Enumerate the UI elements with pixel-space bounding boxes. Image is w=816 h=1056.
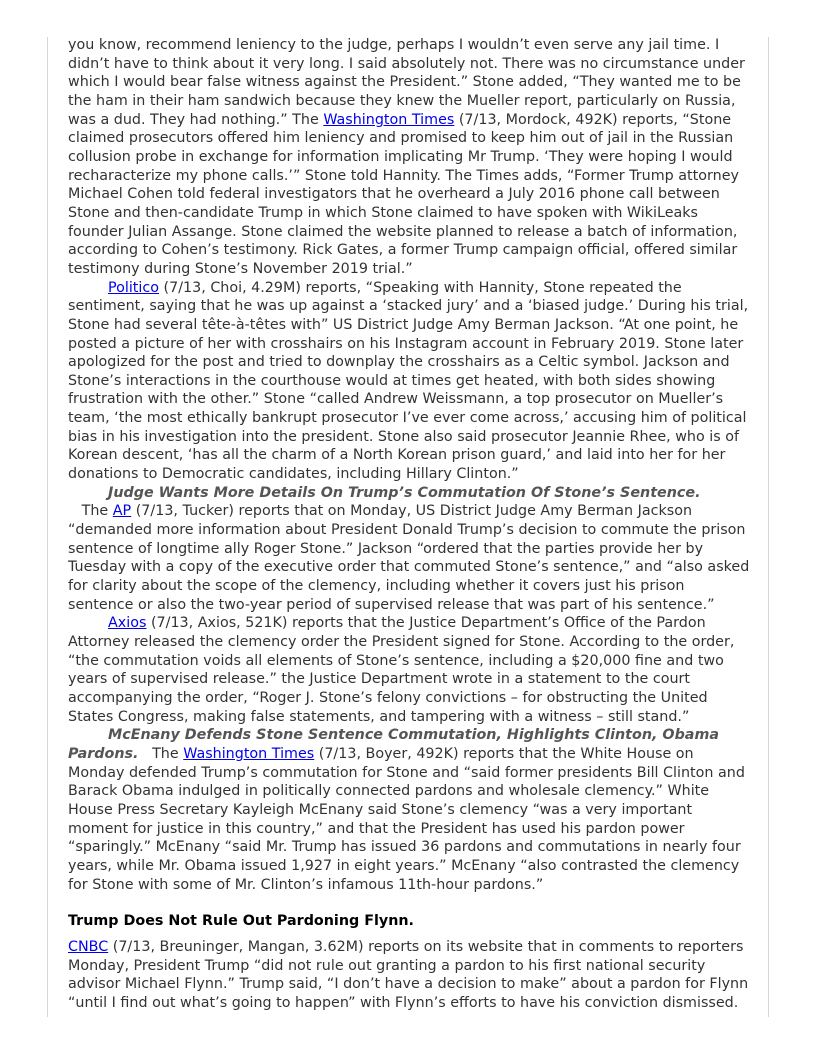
paragraph-cnbc bbox=[68, 938, 752, 1013]
axios-link[interactable]: Axios bbox=[108, 615, 147, 632]
washington-times-link[interactable]: Washington Times bbox=[183, 745, 315, 762]
story-headline: Judge Wants More Details On Trump’s Commutation Of Stone’s Sentence. bbox=[108, 484, 701, 501]
left-border bbox=[47, 37, 48, 1017]
ap-link[interactable]: AP bbox=[112, 503, 132, 520]
text: (7/13, Axios, 521K) reports that the Justice Department’s Office of the Pardon Attorney released the clemency order the President signed for Stone. According to the order, “the commutation voids all elements of Stone’s sentence, including a $20,000 fine and two years of supervised release.” the Justice Department wrote in a statement to the court accompanying the order, “Roger J. Stone’s felony convictions – for obstructing the United States Congress, making false statements, and tampering with a witness – still stand.” bbox=[68, 615, 735, 725]
politico-link[interactable]: Politico bbox=[108, 279, 159, 296]
paragraph-politico bbox=[68, 279, 752, 484]
washington-times-link[interactable]: Washington Times bbox=[323, 111, 455, 128]
text: (7/13, Breuninger, Mangan, 3.62M) reports on its website that in comments to reporters Monday, President Trump “did not rule out granting a pardon to his first national security advisor Michael Flynn.” Trump said, “I don’t have a decision to make” about a pardon for Flynn “until I find out what’s going to happen” with Flynn’s efforts to have his conviction dismissed. bbox=[68, 938, 749, 1011]
text: (7/13, Mordock, 492K) reports, “Stone claimed prosecutors offered him leniency and promised to keep him out of jail in the Russian collusion probe in exchange for information implicating Mr Trump. ‘They were hoping I would recharacterize my phone calls.’” Stone told Hannity. The Times adds, “Former Trump attorney Michael Cohen told federal investigators that he overheard a July 2016 phone call between Stone and then-candidate Trump in which Stone claimed to have spoken with WikiLeaks founder Julian Assange. Stone claimed the website planned to release a batch of information, according to Cohen’s testimony. Rick Gates, a former Trump campaign official, offered similar testimony during Stone’s November 2019 trial.” bbox=[68, 111, 739, 277]
paragraph-judge bbox=[68, 484, 752, 615]
text: The bbox=[68, 503, 113, 520]
section-heading: Trump Does Not Rule Out Pardoning Flynn. bbox=[68, 913, 414, 930]
article-body bbox=[68, 36, 752, 1012]
story-headline: McEnany Defends Stone Sentence Commutation, Highlights Clinton, Obama Pardons. bbox=[68, 727, 720, 762]
paragraph-axios bbox=[68, 614, 752, 726]
paragraph-stone-hannity bbox=[68, 36, 752, 279]
text: (7/13, Choi, 4.29M) reports, “Speaking with Hannity, Stone repeated the sentiment, saying that he was up against a ‘stacked jury’ and a ‘biased judge.’ During his trial, Stone had several tête-à-têtes with” US District Judge Amy Berman Jackson. “At one point, he posted a picture of her with crosshairs on his Instagram account in February 2019. Stone later apologized for the post and tried to downplay the crosshairs as a Celtic symbol. Jackson and Stone’s interactions in the courthouse would at times get heated, with both sides showing frustration with the other.” Stone “called Andrew Weissmann, a top prosecutor on Mueller’s team, ‘the most ethically bankrupt prosecutor I’ve ever come across,’ accusing him of political bias in his investigation into the president. Stone also said prosecutor Jeannie Rhee, who is of Korean descent, ‘has all the charm of a North Korean prison guard,’ and laid into her for her donations to Democratic candidates, including Hillary Clinton.” bbox=[68, 279, 749, 483]
text: (7/13, Boyer, 492K) reports that the White House on Monday defended Trump’s commutation for Stone and “said former presidents Bill Clinton and Barack Obama indulged in politically connected pardons and wholesale clemency.” White House Press Secretary Kayleigh McEnany said Stone’s clemency “was a very important moment for justice in this country,” and that the President has used his pardon power “sparingly.” McEnany “said Mr. Trump has issued 36 pardons and commutations in nearly four years, while Mr. Obama issued 1,927 in eight years.” McEnany “also contrasted the clemency for Stone with some of Mr. Clinton’s infamous 11th-hour pardons.” bbox=[68, 745, 745, 893]
cnbc-link[interactable]: CNBC bbox=[68, 938, 109, 955]
text: you know, recommend leniency to the judge, perhaps I wouldn’t even serve any jail time. I didn’t have to think about it very long. I said absolutely not. There was no circumstance under which I would bear false witness against the President.” Stone added, “They wanted me to be the ham in their ham sandwich because they knew the Mueller report, particularly on Russia, was a dud. They had nothing.” The bbox=[68, 37, 745, 128]
text: The bbox=[138, 745, 184, 762]
text: (7/13, Tucker) reports that on Monday, US District Judge Amy Berman Jackson “demanded more information about President Donald Trump’s decision to commute the prison sentence of longtime ally Roger Stone.” Jackson “ordered that the parties provide her by Tuesday with a copy of the executive order that commuted Stone’s sentence,” and “also asked for clarity about the scope of the clemency, including whether it covers just his prison sentence or also the two-year period of supervised release that was part of his sentence.” bbox=[68, 503, 750, 613]
right-border bbox=[768, 37, 769, 1017]
paragraph-mcenany bbox=[68, 726, 752, 894]
